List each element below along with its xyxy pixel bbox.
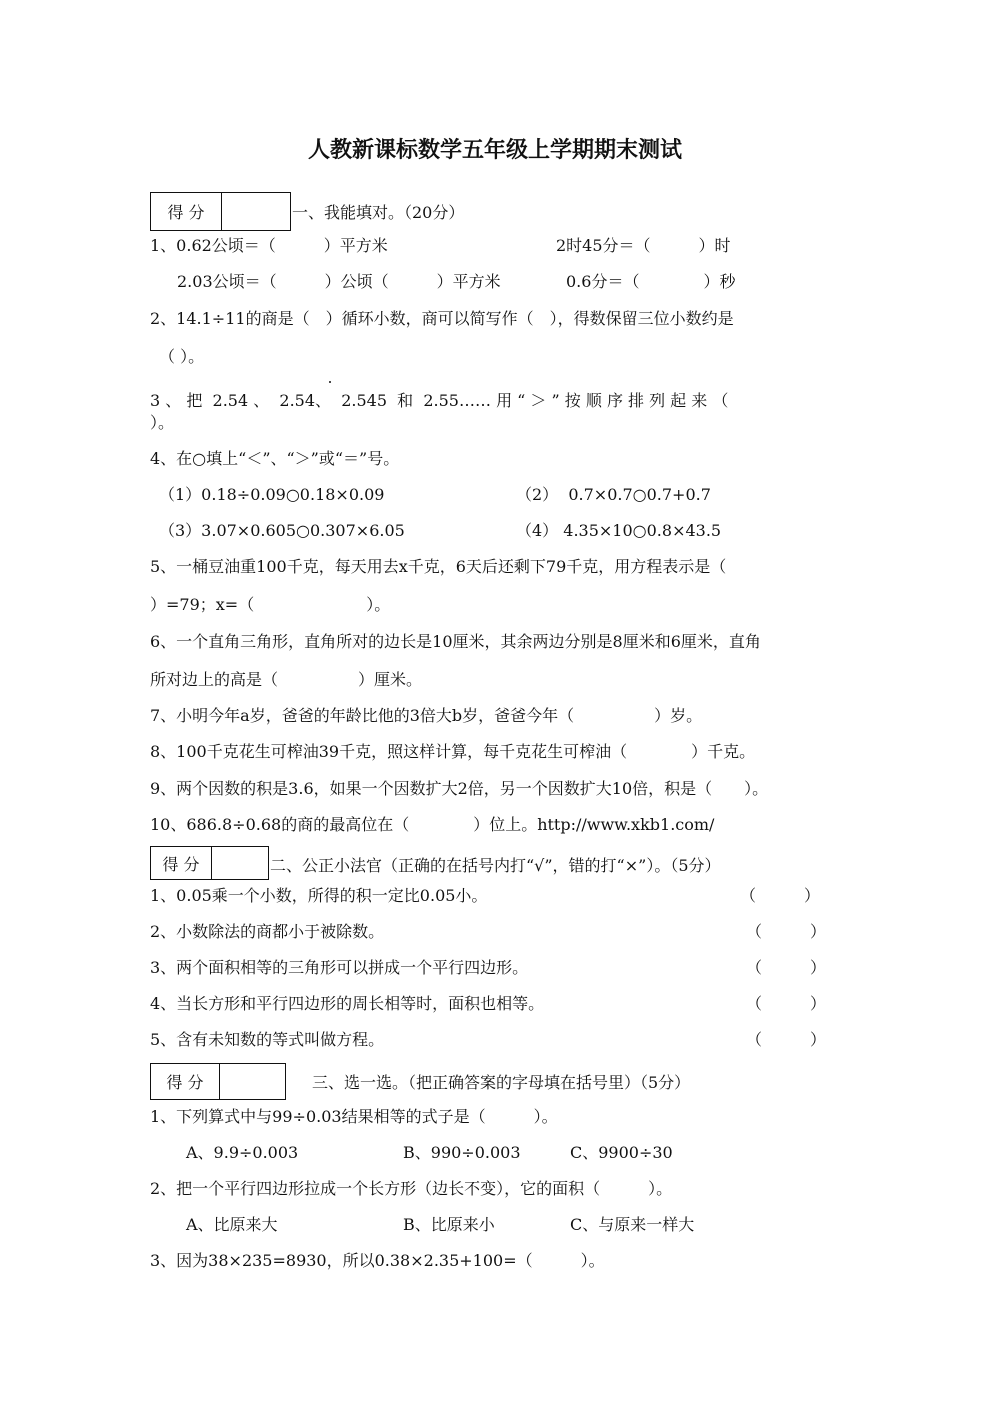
q1a: 1、0.62公顷＝（ ）平方米 [150,236,388,255]
score-blank[interactable] [222,193,290,230]
q3b: ）。 [150,413,175,432]
mc-q1-option-a[interactable]: A、9.9÷0.003 [186,1143,299,1162]
score-label: 得 分 [151,1064,220,1099]
tf-bracket-3[interactable]: （ ） [746,958,827,977]
mc-q2: 2、把一个平行四边形拉成一个长方形（边长不变），它的面积（ ）。 [150,1179,673,1198]
section-2-heading: 二、公正小法官（正确的在括号内打“√”，错的打“×”）。（5分） [270,856,721,875]
q4-2: （2） 0.7×0.7○0.7+0.7 [516,485,711,504]
tf-item-4: 4、当长方形和平行四边形的周长相等时，面积也相等。 [150,994,545,1013]
q1b: 2时45分＝（ ）时 [556,236,731,255]
score-blank[interactable] [220,1064,285,1099]
q1d: 0.6分＝（ ）秒 [566,272,736,291]
score-box-3 [150,1063,286,1100]
tf-item-1: 1、0.05乘一个小数，所得的积一定比0.05小。 [150,886,488,905]
q4-1: （1）0.18÷0.09○0.18×0.09 [159,485,385,504]
q6a: 6、一个直角三角形，直角所对的边长是10厘米，其余两边分别是8厘米和6厘米，直角 [150,632,761,651]
mc-q3: 3、因为38×235=8930，所以0.38×2.35+100=（ ）。 [150,1251,605,1270]
tf-item-3: 3、两个面积相等的三角形可以拼成一个平行四边形。 [150,958,529,977]
q8: 8、100千克花生可榨油39千克，照这样计算，每千克花生可榨油（ ）千克。 [150,742,756,761]
mc-q1-option-c[interactable]: C、9900÷30 [570,1143,673,1162]
tf-bracket-1[interactable]: （ ） [740,886,821,905]
section-1-heading: 一、我能填对。（20分） [292,203,465,222]
q5b: ）=79；x=（ ）。 [150,595,391,614]
q3a: 3 、 把 2.54 、 2.54、 2.545 和 2.55…… 用 “ ＞ ” 按 顺 序 排 列 起 来 （ [150,391,729,410]
tf-item-2: 2、小数除法的商都小于被除数。 [150,922,385,941]
tf-bracket-5[interactable]: （ ） [746,1030,827,1049]
tf-bracket-2[interactable]: （ ） [746,922,827,941]
q2a: 2、14.1÷11的商是（ ）循环小数，商可以简写作（ ），得数保留三位小数约是 [150,309,734,328]
section-3-heading: 三、选一选。（把正确答案的字母填在括号里）（5分） [312,1073,691,1092]
mc-q1: 1、下列算式中与99÷0.03结果相等的式子是（ ）。 [150,1107,558,1126]
q4-4: （4） 4.35×10○0.8×43.5 [516,521,722,540]
mc-q2-option-c[interactable]: C、与原来一样大 [570,1215,695,1234]
mc-q2-option-b[interactable]: B、比原来小 [403,1215,495,1234]
q5a: 5、一桶豆油重100千克，每天用去x千克，6天后还剩下79千克，用方程表示是（ [150,557,727,576]
mc-q1-option-b[interactable]: B、990÷0.003 [403,1143,521,1162]
q2b: （ ）。 [159,347,205,366]
q9: 9、两个因数的积是3.6，如果一个因数扩大2倍，另一个因数扩大10倍，积是（ ）。 [150,779,769,798]
tf-item-5: 5、含有未知数的等式叫做方程。 [150,1030,385,1049]
q1c: 2.03公顷＝（ ）公顷（ ）平方米 [177,272,501,291]
mc-q2-option-a[interactable]: A、比原来大 [186,1215,278,1234]
q6b: 所对边上的高是（ ）厘米。 [150,670,423,689]
page-title: 人教新课标数学五年级上学期期末测试 [308,137,683,163]
q4: 4、在○填上“＜”、“＞”或“＝”号。 [150,449,400,468]
score-blank[interactable] [212,847,268,879]
q7: 7、小明今年a岁，爸爸的年龄比他的3倍大b岁，爸爸今年（ ）岁。 [150,706,703,725]
score-box-2 [150,846,269,880]
q10: 10、686.8÷0.68的商的最高位在（ ）位上。http://www.xkb1.com/ [150,815,715,834]
repeating-decimal-dot [329,381,331,383]
score-label: 得 分 [151,847,212,879]
score-label: 得 分 [151,193,222,230]
score-box-1 [150,192,291,231]
tf-bracket-4[interactable]: （ ） [746,994,827,1013]
q4-3: （3）3.07×0.605○0.307×6.05 [159,521,405,540]
